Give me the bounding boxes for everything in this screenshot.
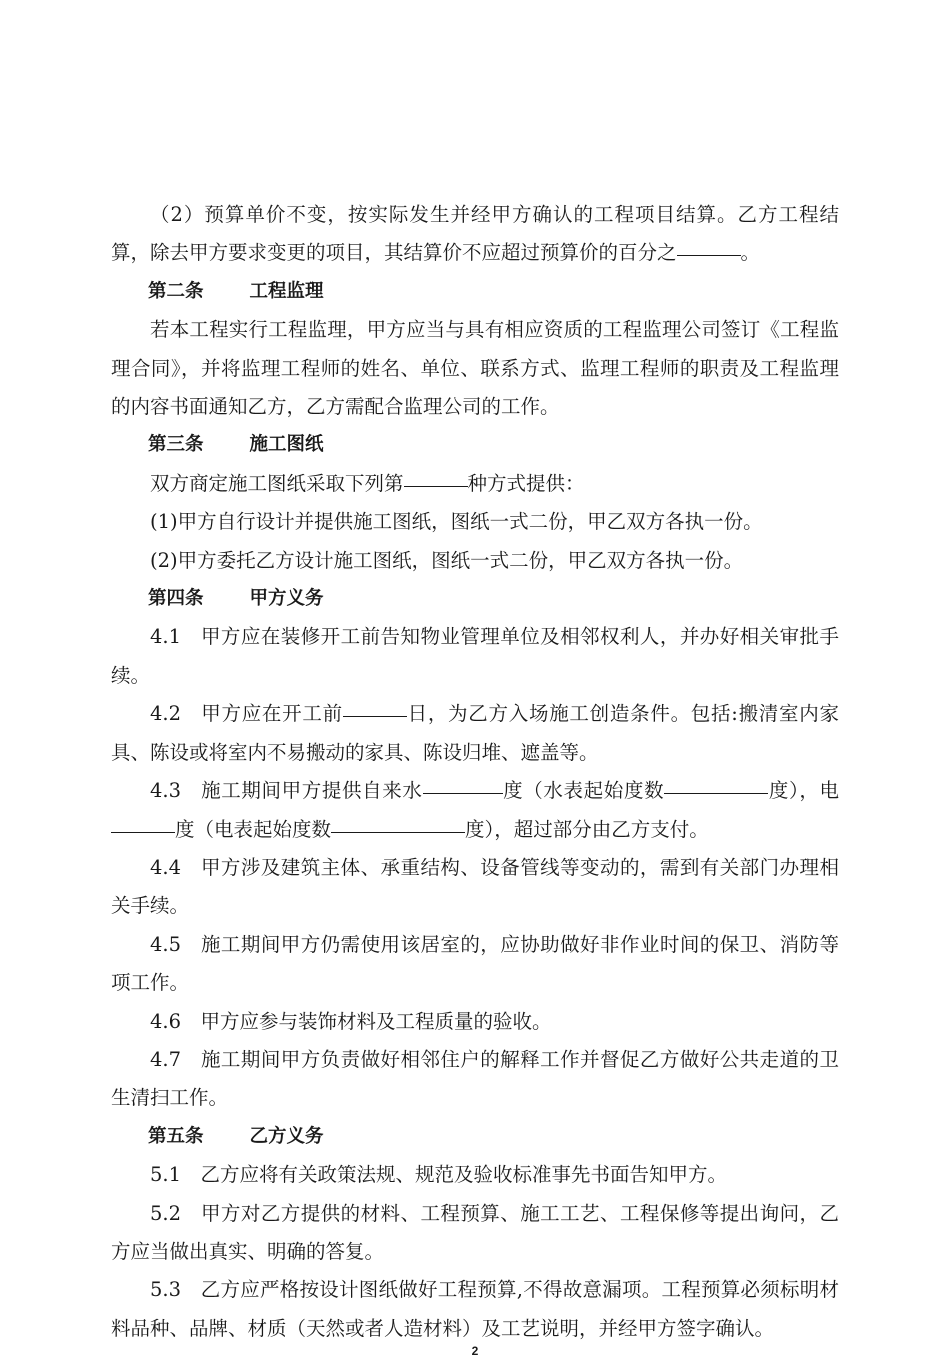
- clause-4-7: 4.7 施工期间甲方负责做好相邻住户的解释工作并督促乙方做好公共走道的卫生清扫工作。: [111, 1047, 839, 1110]
- blank-line: [111, 831, 175, 833]
- article-4-heading: 第四条 甲方义务: [148, 588, 324, 610]
- article-5-heading: 第五条 乙方义务: [148, 1125, 324, 1147]
- article-3-heading: 第三条 施工图纸: [148, 434, 324, 456]
- clause-4-6: 4.6 甲方应参与装饰材料及工程质量的验收。: [150, 1009, 552, 1033]
- paragraph-drawings: 双方商定施工图纸采取下列第 种方式提供：: [150, 471, 585, 495]
- document-body: [111, 196, 839, 1348]
- blank-line: [664, 792, 768, 794]
- article-2-heading: 第二条 工程监理: [148, 280, 324, 302]
- clause-5-1: 5.1 乙方应将有关政策法规、规范及验收标准事先书面告知甲方。: [150, 1163, 728, 1187]
- blank-line: [404, 485, 468, 487]
- blank-line: [677, 254, 741, 256]
- blank-line: [423, 792, 503, 794]
- clause-4-4: 4.4 甲方涉及建筑主体、承重结构、设备管线等变动的，需到有关部门办理相关手续。: [111, 855, 839, 918]
- paragraph-drawings-option-2: (2)甲方委托乙方设计施工图纸，图纸一式二份，甲乙双方各执一份。: [150, 548, 744, 572]
- clause-4-5: 4.5 施工期间甲方仍需使用该居室的，应协助做好非作业时间的保卫、消防等项工作。: [111, 932, 839, 995]
- clause-4-3: 4.3 施工期间甲方提供自来水 度（水表起始度数 度），电度（电表起始度数 度），超过部分由乙方支付。: [111, 772, 839, 849]
- paragraph-supervision: 若本工程实行工程监理，甲方应当与具有相应资质的工程监理公司签订《工程监理合同》，并将监理工程师的姓名、单位、联系方式、监理工程师的职责及工程监理的内容书面通知乙方，乙方需配合监理公司的工作。: [111, 318, 839, 419]
- paragraph-settlement: （2）预算单价不变，按实际发生并经甲方确认的工程项目结算。乙方工程结算，除去甲方要求变更的项目，其结算价不应超过预算价的百分之 。: [111, 203, 839, 265]
- page-number: 2: [471, 1344, 479, 1358]
- paragraph-drawings-option-1: (1)甲方自行设计并提供施工图纸，图纸一式二份，甲乙双方各执一份。: [150, 510, 763, 534]
- blank-line: [331, 831, 465, 833]
- clause-4-1: 4.1 甲方应在装修开工前告知物业管理单位及相邻权利人，并办好相关审批手续。: [111, 625, 839, 687]
- clause-5-3: 5.3 乙方应严格按设计图纸做好工程预算,不得故意漏项。工程预算必须标明材料品种、品牌、材质（天然或者人造材料）及工艺说明，并经甲方签字确认。: [111, 1278, 839, 1340]
- blank-line: [343, 715, 407, 717]
- clause-5-2: 5.2 甲方对乙方提供的材料、工程预算、施工工艺、工程保修等提出询问，乙方应当做出真实、明确的答复。: [111, 1201, 839, 1263]
- clause-4-2: 4.2 甲方应在开工前 日，为乙方入场施工创造条件。包括:搬清室内家具、陈设或将室内不易搬动的家具、陈设归堆、遮盖等。: [111, 702, 839, 764]
